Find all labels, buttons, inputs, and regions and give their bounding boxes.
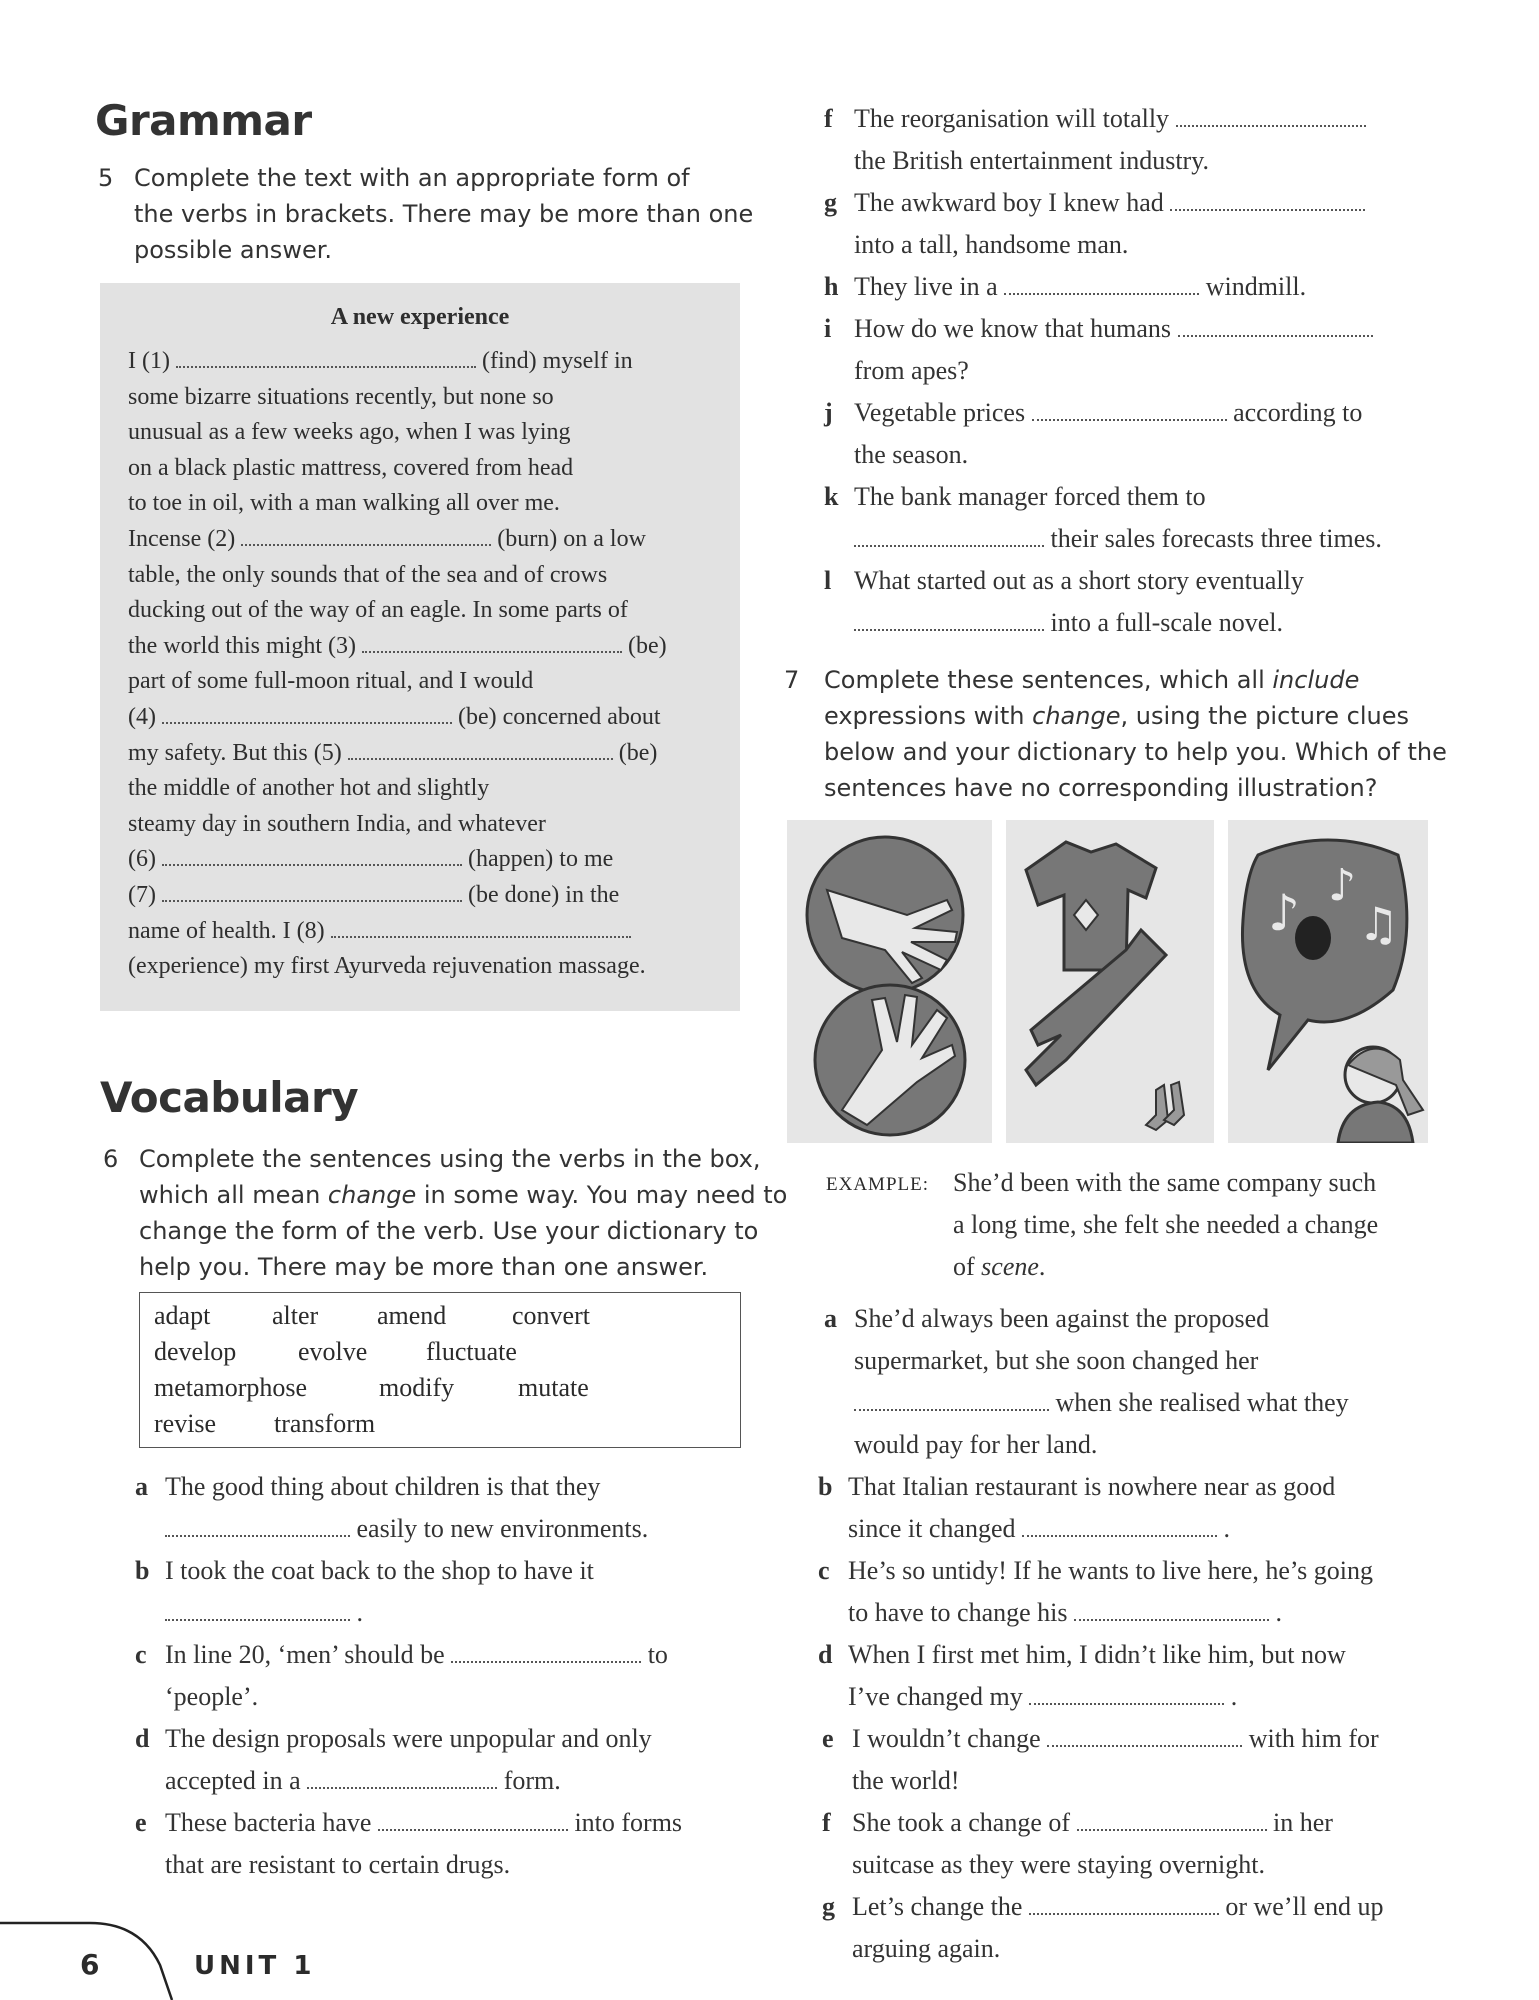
illustration-song-panel xyxy=(1228,820,1428,1143)
example-label: EXAMPLE: xyxy=(826,1174,929,1195)
gap-f[interactable] xyxy=(1176,105,1366,127)
gap-7g[interactable] xyxy=(1029,1893,1219,1915)
vocab-item-f: f The reorganisation will totally the British entertainment industry. xyxy=(854,98,1366,182)
text-line: to toe in oil, with a man walking all over me. xyxy=(128,490,560,517)
text-line: the middle of another hot and slightly xyxy=(128,775,490,802)
page-number: 6 xyxy=(80,1948,100,1981)
illustration-hands-panel xyxy=(787,820,992,1143)
exercise7-instruction xyxy=(784,662,1514,806)
instruction-line: below and your dictionary to help you. Which of the xyxy=(824,738,1447,766)
unit-label: UNIT 1 xyxy=(194,1951,316,1981)
change-item-b: b That Italian restaurant is nowhere near as good since it changed . xyxy=(818,1472,1336,1543)
vocab-item-g: g The awkward boy I knew had into a tall, handsome man. xyxy=(854,182,1365,266)
gap-6[interactable] xyxy=(162,844,462,866)
text-line: part of some full-moon ritual, and I would xyxy=(128,668,534,695)
open-mouth xyxy=(1295,916,1331,960)
vocab-item-k: k The bank manager forced them to their sales forecasts three times. xyxy=(824,482,1382,553)
word-develop: develop xyxy=(154,1337,237,1366)
gap-g[interactable] xyxy=(1170,189,1365,211)
gap-h[interactable] xyxy=(1004,273,1199,295)
gap-d[interactable] xyxy=(307,1767,497,1789)
instruction-line: Complete the text with an appropriate form of xyxy=(134,164,690,192)
word-evolve: evolve xyxy=(298,1337,368,1366)
change-item-c: c He’s so untidy! If he wants to live here, he’s going to have to change his . xyxy=(818,1556,1373,1627)
gap-8[interactable] xyxy=(331,916,631,938)
grammar-instruction xyxy=(98,160,754,268)
gap-a[interactable] xyxy=(165,1515,350,1537)
hand-change-illustration xyxy=(787,820,992,1143)
singer-illustration xyxy=(1228,820,1428,1143)
vocab-item-h: h They live in a windmill. xyxy=(824,272,1307,301)
gap-1[interactable] xyxy=(176,346,476,368)
text-line: the world this might (3) (be) xyxy=(128,632,667,659)
vocabulary-instruction xyxy=(103,1141,788,1285)
vocab-item-d: d The design proposals were unpopular and only accepted in a form. xyxy=(135,1724,652,1795)
gap-7[interactable] xyxy=(162,880,462,902)
clothes-illustration xyxy=(1006,820,1214,1143)
instruction-line: which all mean change in some way. You may need to xyxy=(139,1181,788,1209)
instruction-line: help you. There may be more than one answer. xyxy=(139,1253,709,1281)
text-line: (experience) my first Ayurveda rejuvenation massage. xyxy=(128,953,646,980)
change-item-f: f She took a change of in her suitcase as they were staying overnight. xyxy=(822,1808,1333,1879)
gap-j[interactable] xyxy=(1032,399,1227,421)
gap-7c[interactable] xyxy=(1074,1599,1269,1621)
vocab-item-j: j Vegetable prices according to the season. xyxy=(824,398,1363,469)
word-adapt: adapt xyxy=(154,1301,211,1330)
music-note-icon: ♪ xyxy=(1328,860,1357,911)
text-line: (7) (be done) in the xyxy=(128,881,620,908)
text-title: A new experience xyxy=(330,304,510,330)
word-revise: revise xyxy=(154,1409,217,1438)
instruction-line: Complete these sentences, which all include xyxy=(824,666,1360,694)
gap-2[interactable] xyxy=(241,524,491,546)
word-fluctuate: fluctuate xyxy=(426,1337,517,1366)
gap-7d[interactable] xyxy=(1029,1683,1224,1705)
instruction-line: expressions with change, using the picture clues xyxy=(824,702,1409,730)
text-line: steamy day in southern India, and whatever xyxy=(128,810,546,837)
word-metamorphose: metamorphose xyxy=(154,1373,308,1402)
gap-7f[interactable] xyxy=(1077,1809,1267,1831)
word-alter: alter xyxy=(272,1301,319,1330)
change-item-e: e I wouldn’t change with him for the world! xyxy=(822,1724,1379,1795)
text-line: unusual as a few weeks ago, when I was lying xyxy=(128,419,571,446)
gap-e[interactable] xyxy=(378,1809,568,1831)
sock-icon xyxy=(1146,1085,1168,1130)
change-item-a: a She’d always been against the proposed supermarket, but she soon changed her when she realised what they would pay for her land. xyxy=(824,1304,1349,1459)
vocab-item-i: i How do we know that humans from apes? xyxy=(854,308,1373,392)
text-line: Incense (2) (burn) on a low xyxy=(128,525,646,552)
text-line: I (1) (find) myself in xyxy=(128,348,633,374)
gap-i[interactable] xyxy=(1178,315,1373,337)
text-line: ducking out of the way of an eagle. In some parts of xyxy=(128,597,628,624)
word-amend: amend xyxy=(377,1301,447,1330)
music-note-icon: ♫ xyxy=(1358,897,1400,951)
exercise-number: 7 xyxy=(784,666,800,694)
text-line: on a black plastic mattress, covered from head xyxy=(128,454,574,481)
exercise-number: 6 xyxy=(103,1145,119,1173)
gap-k[interactable] xyxy=(854,525,1044,547)
gap-fill-text xyxy=(128,344,728,985)
vocab-item-b: b I took the coat back to the shop to have it . xyxy=(135,1556,594,1627)
music-note-icon: ♪ xyxy=(1268,884,1300,942)
instruction-line: the verbs in brackets. There may be more than one xyxy=(134,200,754,228)
instruction-line: possible answer. xyxy=(134,236,332,264)
instruction-line: change the form of the verb. Use your dictionary to xyxy=(139,1217,759,1245)
example-text: She’d been with the same company such a long time, she felt she needed a change of scene. xyxy=(953,1168,1379,1281)
vocabulary-heading: Vocabulary xyxy=(100,1073,359,1122)
vocab-item-e: e These bacteria have into forms that are resistant to certain drugs. xyxy=(135,1808,683,1879)
illustration-clothes-panel xyxy=(1006,820,1214,1143)
gap-7a[interactable] xyxy=(854,1389,1049,1411)
speech-bubble-icon xyxy=(1242,840,1406,1070)
change-item-d: d When I first met him, I didn’t like him, but now I’ve changed my . xyxy=(818,1640,1346,1711)
change-item-g: g Let’s change the or we’ll end up arguing again. xyxy=(822,1892,1384,1963)
text-line: (6) (happen) to me xyxy=(128,846,614,873)
exercise-number: 5 xyxy=(98,164,114,192)
word-transform: transform xyxy=(274,1409,376,1438)
gap-l[interactable] xyxy=(854,609,1044,631)
word-box xyxy=(139,1292,741,1448)
gap-5[interactable] xyxy=(348,738,613,760)
vocab-item-a: a The good thing about children is that they easily to new environments. xyxy=(135,1472,649,1543)
vocab-item-l: l What started out as a short story eventually into a full-scale novel. xyxy=(824,566,1304,637)
gap-7e[interactable] xyxy=(1047,1725,1242,1747)
instruction-line: sentences have no corresponding illustration? xyxy=(824,774,1378,802)
instruction-line: Complete the sentences using the verbs in the box, xyxy=(139,1145,761,1173)
text-line: name of health. I (8) xyxy=(128,914,728,950)
word-modify: modify xyxy=(379,1373,455,1402)
gap-b[interactable] xyxy=(165,1599,350,1621)
gap-4[interactable] xyxy=(162,702,452,724)
gap-3[interactable] xyxy=(362,631,622,653)
gap-7b[interactable] xyxy=(1022,1515,1217,1537)
text-line: table, the only sounds that of the sea and of crows xyxy=(128,561,608,588)
text-line: some bizarre situations recently, but none so xyxy=(128,383,554,410)
vocab-item-c: c In line 20, ‘men’ should be to ‘people’. xyxy=(135,1640,668,1711)
grammar-heading: Grammar xyxy=(95,96,312,145)
word-convert: convert xyxy=(512,1301,590,1330)
gap-c[interactable] xyxy=(451,1641,641,1663)
word-mutate: mutate xyxy=(518,1373,589,1402)
text-line: my safety. But this (5) (be) xyxy=(128,739,658,766)
text-line: (4) (be) concerned about xyxy=(128,703,661,730)
